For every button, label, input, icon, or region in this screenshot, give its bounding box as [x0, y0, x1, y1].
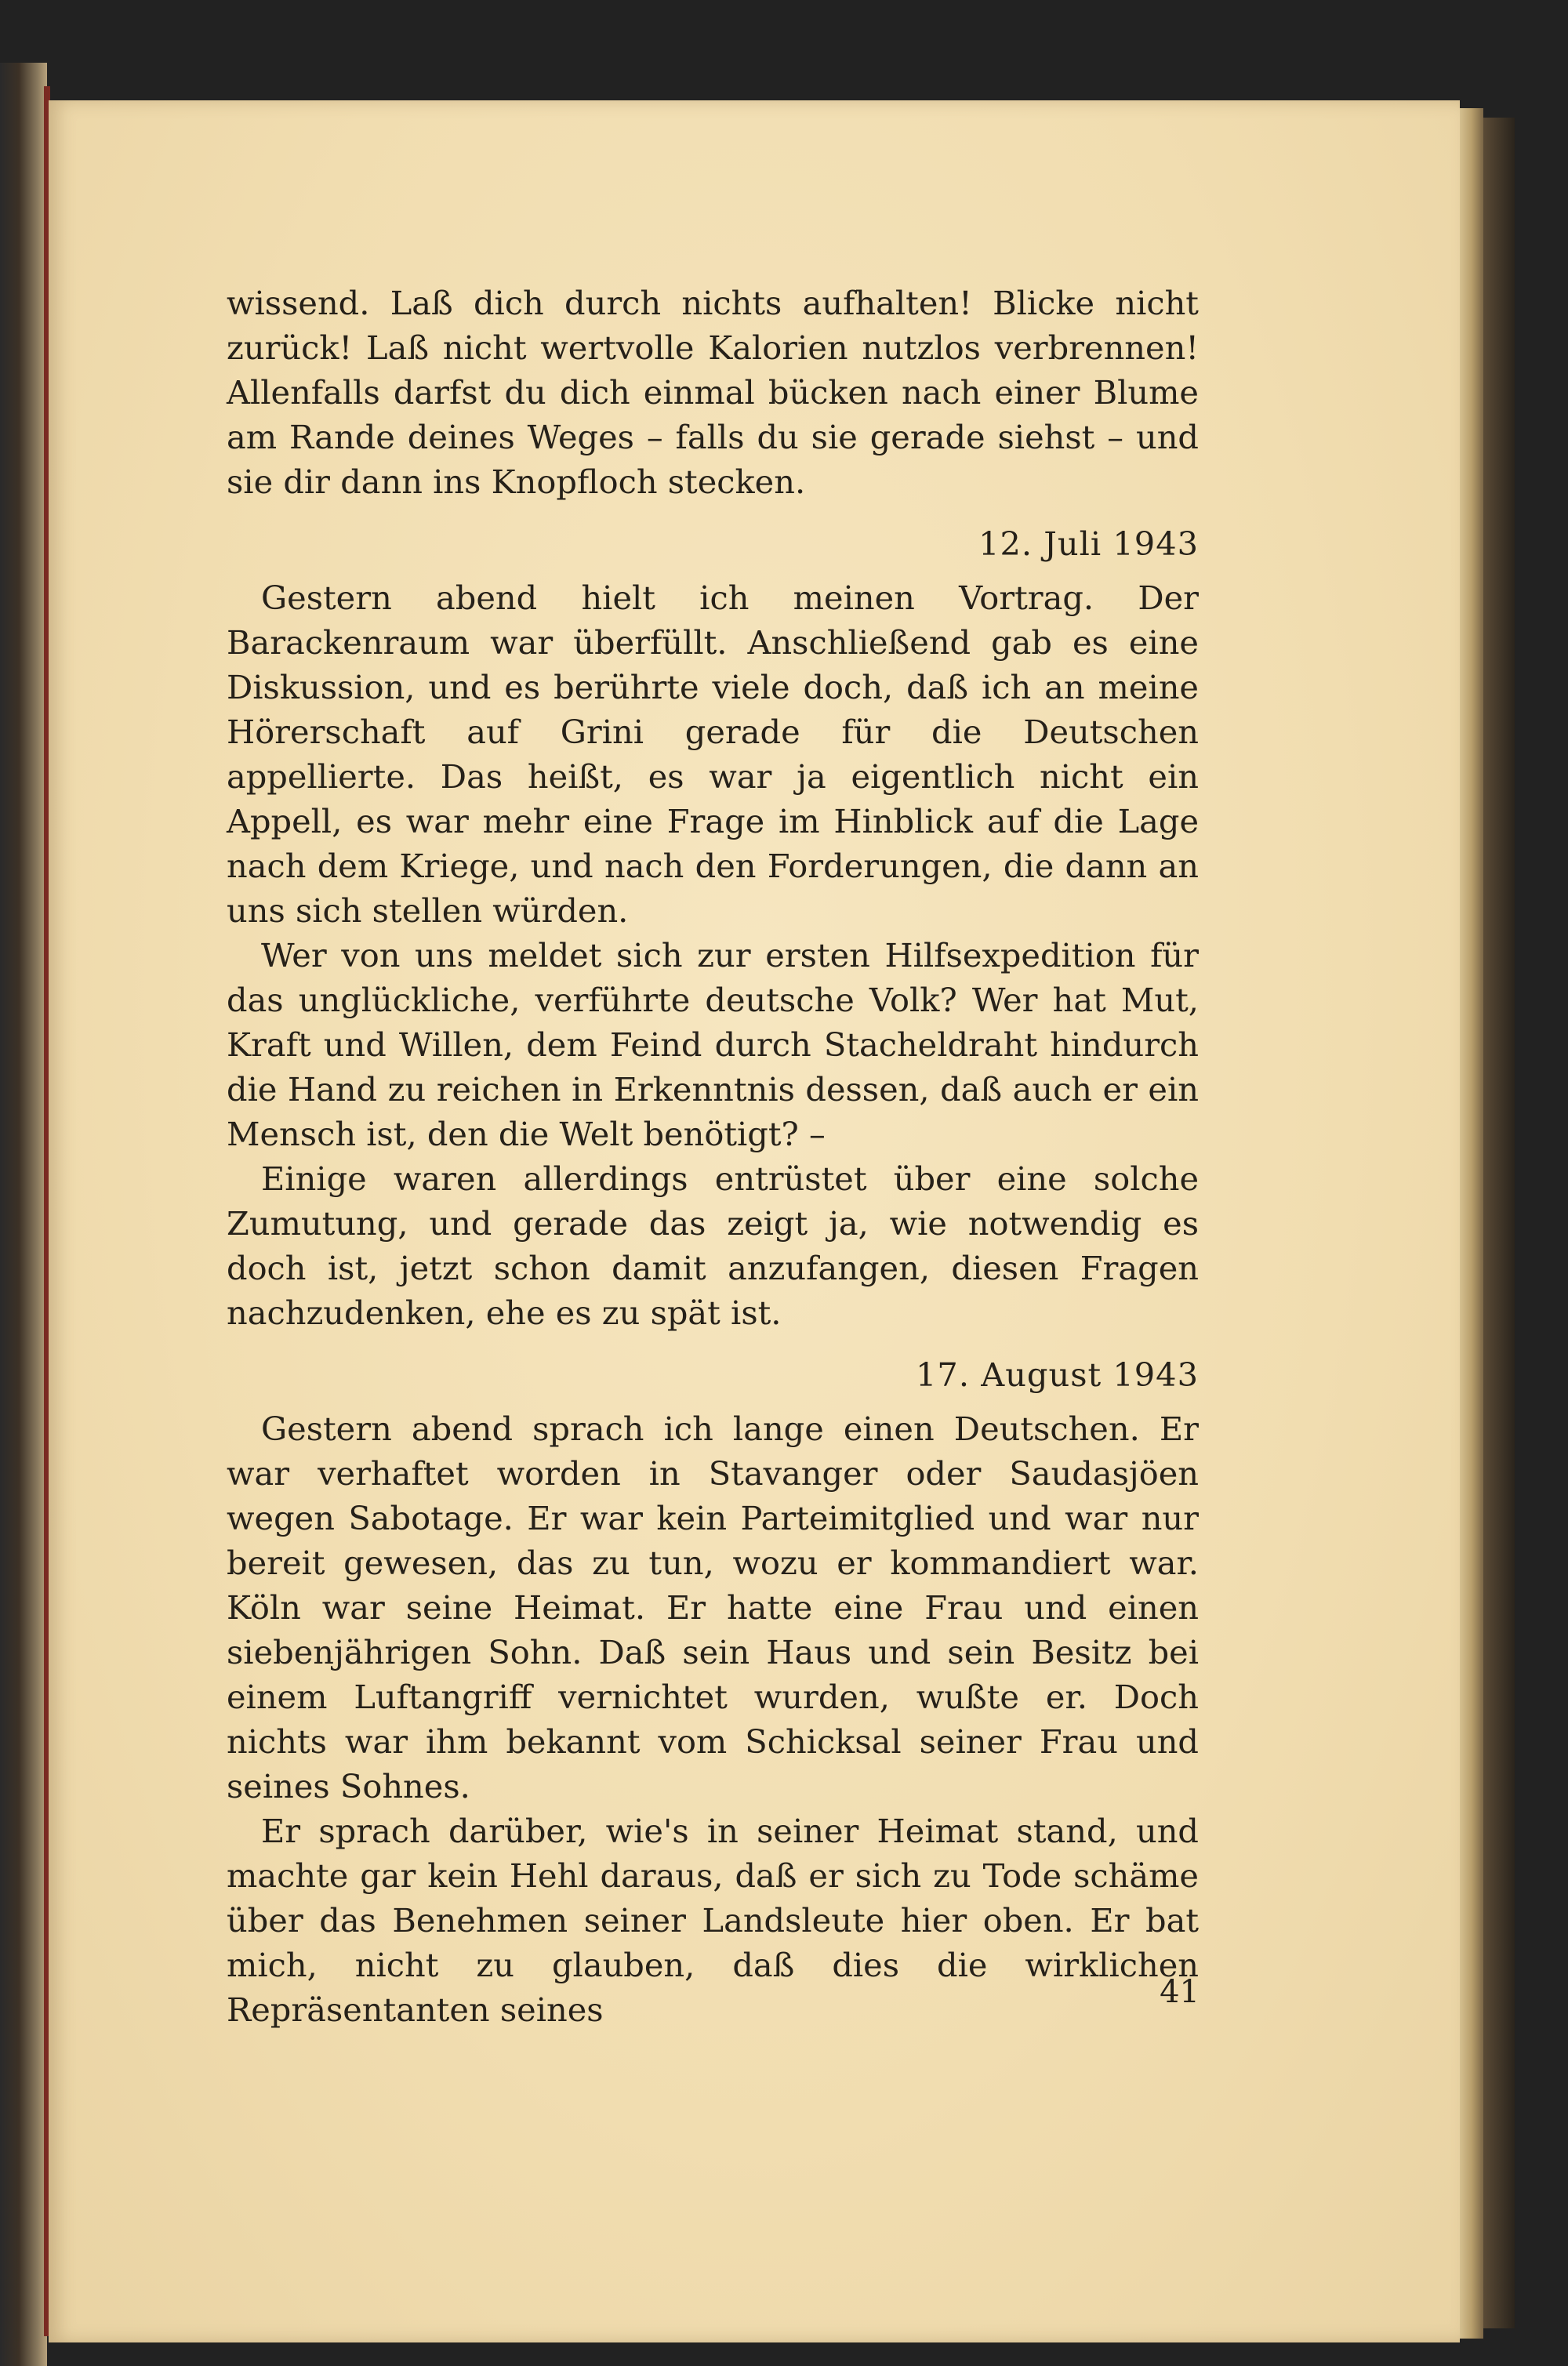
- book-cover-edge: [1483, 118, 1515, 2328]
- left-page-edge: [0, 63, 47, 2366]
- page-block-edge: [1460, 108, 1483, 2339]
- entry-paragraph: Einige waren allerdings entrüstet über eine solche Zumutung, und gerade das zeigt ja, wie notwendig es doch ist, jetzt schon damit anzufangen, diesen Fragen nachzudenken, ehe es zu spät ist.: [227, 1159, 1199, 1332]
- entry-paragraph: Er sprach darüber, wie's in seiner Heimat stand, und machte gar kein Hehl daraus, daß er sich zu Tode schäme über das Benehmen seiner Landsleute hier oben. Er bat mich, nicht zu glauben, daß dies die wirklichen Repräsentanten seines: [227, 1812, 1199, 2029]
- entry-date: 17. August 1943: [916, 1355, 1199, 1394]
- opening-paragraph: wissend. Laß dich durch nichts aufhalten! Blicke nicht zurück! Laß nicht wertvolle Kalorien nutzlos verbrennen! Allenfalls darfst du dich einmal bücken nach einer Blume am Rande deines Weges – falls du sie gerade siehst – und sie dir dann ins Knopfloch stecken.: [227, 284, 1199, 501]
- page-body-text: [227, 281, 1199, 2032]
- entry-paragraph: Gestern abend hielt ich meinen Vortrag. Der Barackenraum war überfüllt. Anschließend gab es eine Diskussion, und es berührte viele doch, daß ich an meine Hörerschaft auf Grini gerade für die Deutschen appellierte. Das heißt, es war ja eigentlich nicht ein Appell, es war mehr eine Frage im Hinblick auf die Lage nach dem Kriege, und nach den Forderungen, die dann an uns sich stellen würden.: [227, 579, 1199, 930]
- entry-date: 12. Juli 1943: [978, 524, 1199, 563]
- entry-paragraph: Gestern abend sprach ich lange einen Deutschen. Er war verhaftet worden in Stavanger oder Saudasjöen wegen Sabotage. Er war kein Parteimitglied und war nur bereit gewesen, das zu tun, wozu er kommandiert war. Köln war seine Heimat. Er hatte eine Frau und einen siebenjährigen Sohn. Daß sein Haus und sein Besitz bei einem Luftangriff vernichtet wurden, wußte er. Doch nichts war ihm bekannt vom Schicksal seiner Frau und seines Sohnes.: [227, 1410, 1199, 1805]
- entry-paragraph: Wer von uns meldet sich zur ersten Hilfsexpedition für das unglückliche, verführte deutsche Volk? Wer hat Mut, Kraft und Willen, dem Feind durch Stacheldraht hindurch die Hand zu reichen in Erkenntnis dessen, daß auch er ein Mensch ist, den die Welt benötigt? –: [227, 936, 1199, 1153]
- page-number: 41: [1160, 1974, 1200, 2010]
